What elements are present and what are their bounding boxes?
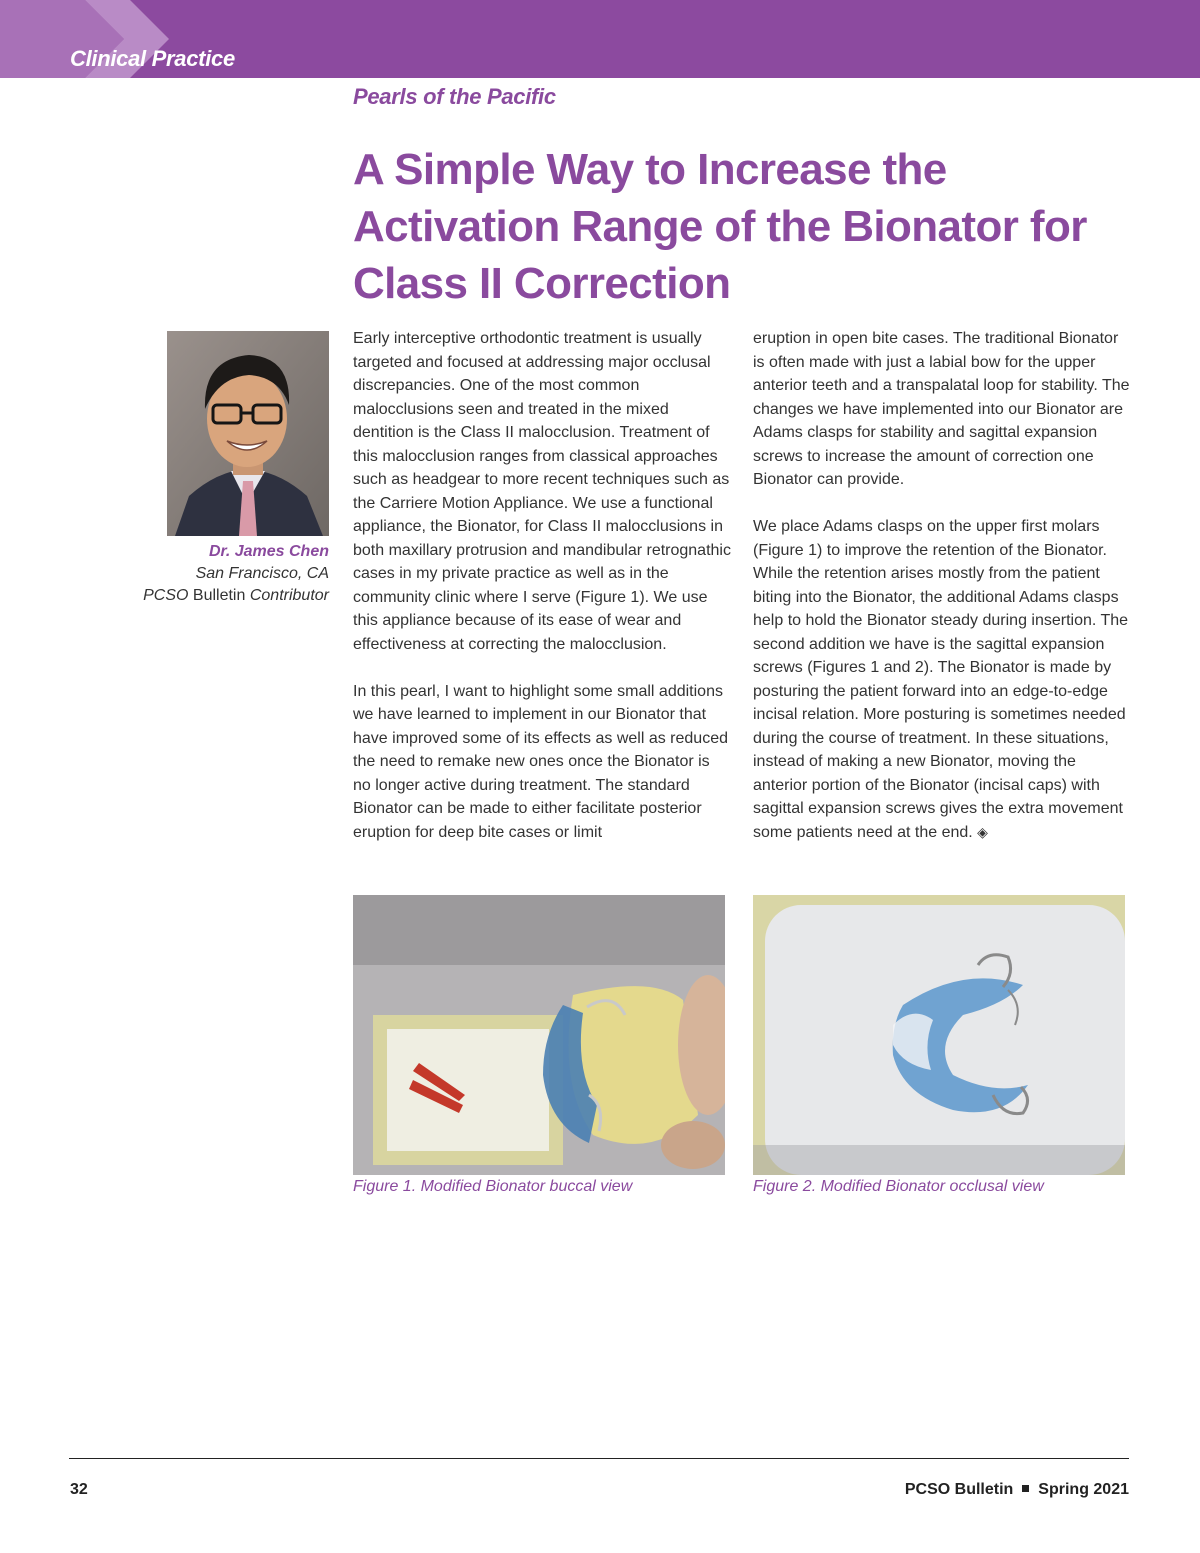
body-paragraph-last: We place Adams clasps on the upper first molars (Figure 1) to improve the retention of the Bionator. While the retention arises mostly from the patient biting into the Bionator, the additional Adams clasps help to hold the Bionator steady during insertion. The second addition we have is the sagittal expansion screws (Figures 1 and 2). The Bionator is made by posturing the patient forward into an edge-to-edge incisal relation. More posturing is sometimes needed during the course of treatment. In these situations, instead of making a new Bionator, moving the anterior portion of the Bionator (incisal caps) with sagittal expansion screws gives the extra movement some patients need at the end. ◈ [753, 518, 1129, 841]
column-kicker: Pearls of the Pacific [353, 84, 556, 109]
figure-1-caption: Figure 1. Modified Bionator buccal view [353, 1178, 633, 1195]
author-byline [143, 541, 329, 607]
square-separator-icon [1022, 1485, 1029, 1492]
author-name: Dr. James Chen [208, 543, 329, 560]
figure-2-caption: Figure 2. Modified Bionator occlusal view [753, 1178, 1044, 1195]
figure-1-photo [353, 895, 725, 1175]
section-label: Clinical Practice [70, 46, 235, 71]
article-title: A Simple Way to Increase the Activation Range of the Bionator for Class II Correction [353, 145, 1087, 308]
body-column-left [353, 327, 731, 868]
author-location: San Francisco, CA [195, 565, 329, 582]
end-mark-icon: ◈ [977, 823, 988, 840]
author-photo [167, 331, 329, 536]
footer-rule [69, 1458, 1129, 1459]
body-paragraph: In this pearl, I want to highlight some small additions we have learned to implement in our Bionator that have improved some of its effects as well as reduced the need to remake new ones once the Bionator is no longer active during treatment. The standard Bionator can be made to either facilitate posterior eruption for deep bite cases or limit [353, 682, 728, 841]
page-number: 32 [70, 1481, 88, 1498]
body-paragraph: eruption in open bite cases. The traditional Bionator is often made with just a labial bow for the upper anterior teeth and a transpalatal loop for stability. The changes we have implemented into our Bionator are Adams clasps for stability and sagittal expansion screws to increase the amount of correction one Bionator can provide. [753, 330, 1130, 488]
body-column-right [753, 327, 1131, 868]
body-paragraph: Early interceptive orthodontic treatment is usually targeted and focused at addressing major occlusal discrepancies. One of the most common malocclusions seen and treated in the mixed dentition is the Class II malocclusion. Treatment of this malocclusion ranges from classical approaches such as headgear to more recent techniques such as the Carriere Motion Appliance. We use a functional appliance, the Bionator, for Class II malocclusions in both maxillary protrusion and mandibular retrognathic cases in my private practice as well as in the community clinic where I serve (Figure 1). We use this appliance because of its ease of wear and effectiveness at correcting the malocclusion. [353, 330, 731, 653]
figure-2-photo [753, 895, 1125, 1175]
author-role: PCSO Bulletin Contributor [143, 587, 329, 604]
footer-publication: PCSO Bulletin Spring 2021 [904, 1481, 1129, 1498]
